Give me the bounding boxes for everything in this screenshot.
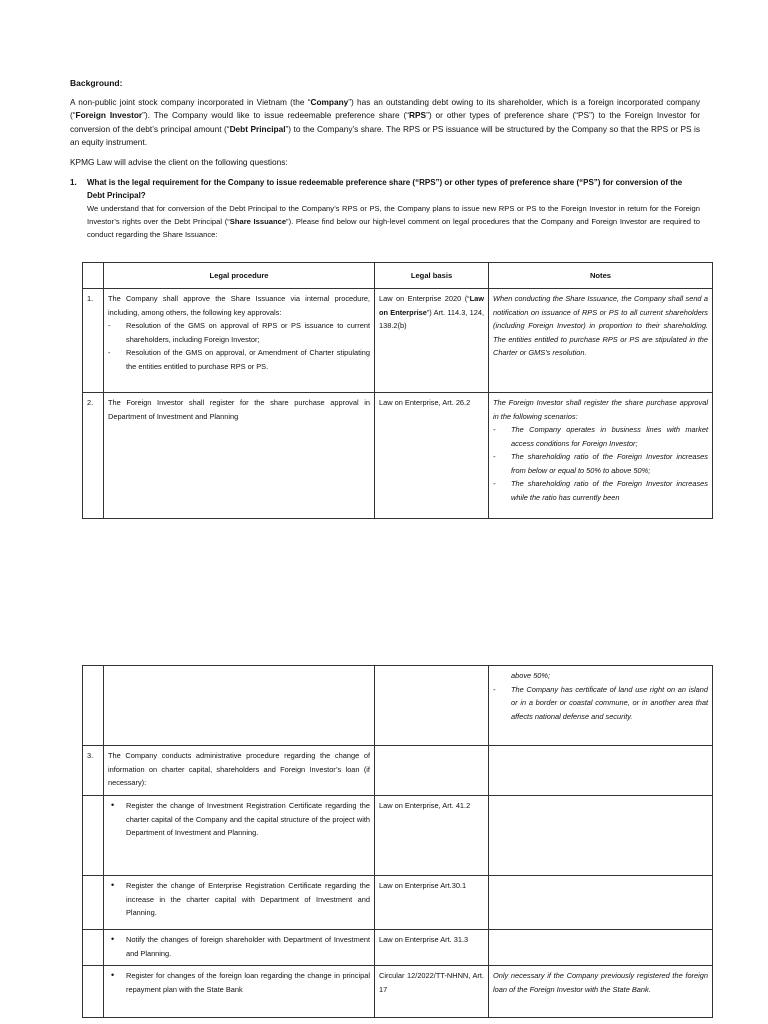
row-number (83, 666, 104, 746)
procedure-cell (104, 289, 375, 393)
row-number (83, 930, 104, 966)
header-procedure: Legal procedure (104, 263, 375, 289)
list-item: • Register for changes of the foreign loan regarding the change in principal repayment plan with the State Bank (108, 969, 370, 996)
row-number: 1. (83, 289, 104, 393)
term-law-on-enterprise: Law on Enterprise (379, 294, 484, 317)
scenario-list (493, 683, 708, 724)
basis-cell (375, 666, 489, 746)
text-span: ”) Art. 114.3, 124, 138.2(b) (379, 307, 484, 330)
table-row (83, 876, 713, 930)
basis-cell: Law on Enterprise Art. 31.3 (375, 930, 489, 966)
text-span: Law on Enterprise 2020 (“ (379, 294, 470, 303)
notes-cell (489, 796, 713, 876)
header-number (83, 263, 104, 289)
procedure-cell (104, 876, 375, 930)
approval-list (108, 319, 370, 373)
advice-intro: KPMG Law will advise the client on the following questions: (70, 157, 288, 167)
notes-cell (489, 393, 713, 519)
sub-procedure-list (108, 879, 370, 920)
table-row (83, 796, 713, 876)
sub-procedure-list (108, 933, 370, 960)
row-number: 2. (83, 393, 104, 519)
procedure-table (82, 262, 713, 519)
text-span: A non-public joint stock company incorporated in Vietnam (the “ (70, 97, 311, 107)
list-item: • Register the change of Enterprise Registration Certificate regarding the increase in the charter capital with Department of Investment and Planning. (108, 879, 370, 920)
text-span: ”). Please find below our high-level comment on legal procedures that the Company and Foreign Investor are required to conduct regarding the Share Issuance: (87, 217, 701, 240)
notes-cell (489, 746, 713, 796)
scenario-list (493, 423, 708, 504)
procedure-cell: The Company conducts administrative procedure regarding the change of information on charter capital, shareholders and Foreign Investor’s loan (if necessary): (104, 746, 375, 796)
row-number (83, 796, 104, 876)
basis-cell: Law on Enterprise, Art. 41.2 (375, 796, 489, 876)
procedure-cell (104, 930, 375, 966)
procedure-table-continued (82, 665, 713, 1018)
header-basis: Legal basis (375, 263, 489, 289)
text-span: ”) to the Company’s share. The RPS or PS issuance will be structured by the Company so that the RPS or PS is an equity instrument. (70, 123, 700, 147)
question-text: What is the legal requirement for the Company to issue redeemable preference share (“RPS”) or other types of preference share (“PS”) for conversion of the Debt Principal? (87, 178, 683, 200)
text-span: ”) has an outstanding debt owing to its shareholder, which is a foreign incorporated company (“ (70, 97, 700, 121)
procedure-cell: The Foreign Investor shall register for the share purchase approval in Department of Investment and Planning (104, 393, 375, 519)
table-row (83, 966, 713, 1018)
term-rps: RPS (409, 110, 427, 121)
term-company: Company (310, 97, 349, 107)
row-number (83, 966, 104, 1018)
table-row (83, 393, 713, 519)
basis-cell (375, 289, 489, 393)
sub-procedure-list (108, 799, 370, 840)
basis-cell (375, 746, 489, 796)
notes-cell (489, 930, 713, 966)
table-row (83, 666, 713, 746)
term-share-issuance: Share Issuance (229, 217, 287, 227)
list-item: - The Company operates in business lines with market access conditions for Foreign Investor; (493, 423, 708, 450)
notes-cell (489, 876, 713, 930)
question-description (87, 202, 700, 242)
question-number: 1. (70, 178, 77, 187)
background-heading: Background: (70, 78, 123, 88)
procedure-cell (104, 666, 375, 746)
list-item: - Resolution of the GMS on approval of RPS or PS issuance to current shareholders, including Foreign Investor; (108, 319, 370, 346)
basis-cell: Law on Enterprise Art.30.1 (375, 876, 489, 930)
table-row (83, 289, 713, 393)
table-row (83, 746, 713, 796)
notes-continued: above 50%; (511, 671, 551, 680)
list-item: - Resolution of the GMS on approval, or Amendment of Charter stipulating the entities entitled to purchase RPS or PS. (108, 346, 370, 373)
sub-procedure-list (108, 969, 370, 996)
list-item: • Notify the changes of foreign shareholder with Department of Investment and Planning. (108, 933, 370, 960)
list-item: - The shareholding ratio of the Foreign Investor increases from below or equal to 50% to above 50%; (493, 450, 708, 477)
table-header-row (83, 263, 713, 289)
procedure-cell (104, 966, 375, 1018)
text-span: ”) or other types of preference share (“PS”) to the Foreign Investor for conversion of the debt’s principal amount (“ (70, 110, 700, 134)
notes-cell: Only necessary if the Company previously registered the foreign loan of the Foreign Investor with the State Bank. (489, 966, 713, 1018)
procedure-text: The Company shall approve the Share Issuance via internal procedure, including, among others, the following key approvals: (108, 294, 370, 317)
procedure-cell (104, 796, 375, 876)
term-debt-principal: Debt Principal (229, 123, 286, 134)
header-notes: Notes (489, 263, 713, 289)
term-foreign-investor: Foreign Investor (75, 110, 143, 121)
table-row (83, 930, 713, 966)
list-item: - The Company has certificate of land use right on an island or in a border or coastal commune, or in another area that affects national defense and security. (493, 683, 708, 724)
notes-intro: The Foreign Investor shall register the share purchase approval in the following scenarios: (493, 398, 708, 421)
row-number (83, 876, 104, 930)
list-item: - The shareholding ratio of the Foreign Investor increases while the ratio has currently been (493, 477, 708, 504)
text-span: We understand that for conversion of the Debt Principal to the Company’s RPS or PS, the Company plans to issue new RPS or PS to the Foreign Investor in return for the Foreign Investor’s rights over the Debt Principal (“ (87, 204, 700, 227)
notes-cell (489, 666, 713, 746)
question-1 (70, 176, 700, 202)
basis-cell: Circular 12/2022/TT-NHNN, Art. 17 (375, 966, 489, 1018)
row-number: 3. (83, 746, 104, 796)
background-paragraph (70, 96, 700, 149)
notes-cell: When conducting the Share Issuance, the Company shall send a notification on issuance of RPS or PS to all current shareholders (including Foreign Investor) in proportion to their shareholding. The entities entitled to purchase RPS or PS are stipulated in the Charter or GMS’s resolution. (489, 289, 713, 393)
list-item: • Register the change of Investment Registration Certificate regarding the charter capital of the Company and the capital structure of the project with Department of Investment and Planning. (108, 799, 370, 840)
text-span: ”). The Company would like to issue redeemable preference share (“ (142, 110, 410, 121)
basis-cell: Law on Enterprise, Art. 26.2 (375, 393, 489, 519)
